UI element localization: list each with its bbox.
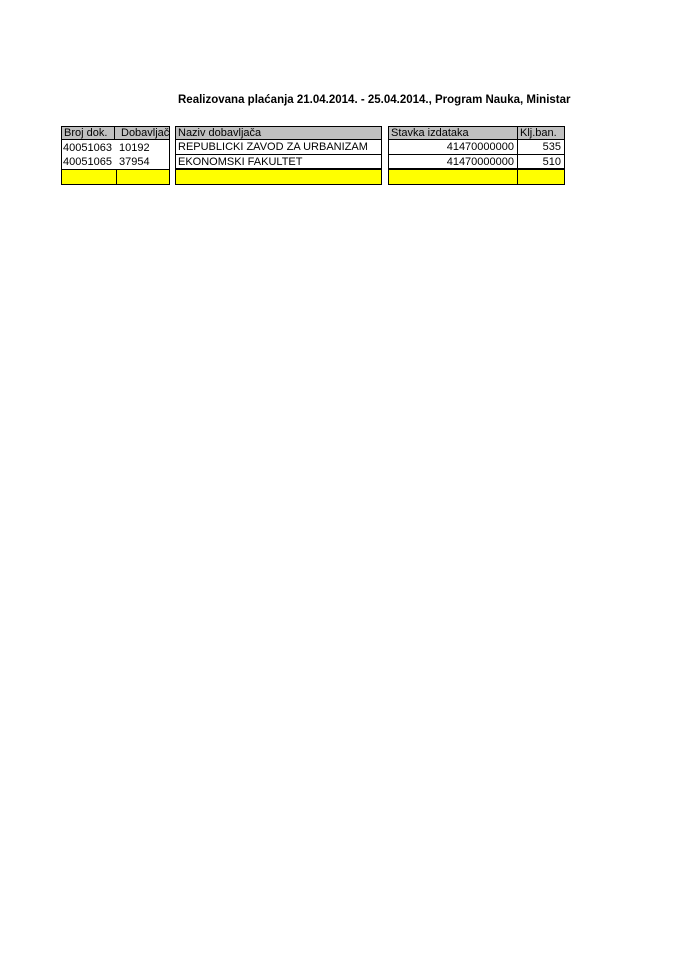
cell-klj-ban: 535 xyxy=(518,140,565,155)
cell-broj-dok: 40051065 xyxy=(63,156,112,168)
cell-naziv-dobavljaca: EKONOMSKI FAKULTET xyxy=(175,155,382,169)
highlight-cell-broj-dok xyxy=(61,169,117,185)
cell-broj-dok: 40051063 xyxy=(63,141,112,154)
cell-stavka-izdataka: 41470000000 xyxy=(388,140,518,155)
column-header-stavka-izdataka: Stavka izdataka xyxy=(388,126,518,140)
highlight-cell-naziv-dobavljaca xyxy=(175,169,382,185)
row-1-broj-dok-dobavljac xyxy=(61,140,170,155)
column-header-dobavljac: Dobavljač xyxy=(115,126,170,140)
cell-dobavljac: 37954 xyxy=(119,156,150,168)
cell-stavka-izdataka: 41470000000 xyxy=(388,155,518,169)
column-header-naziv-dobavljaca: Naziv dobavljača xyxy=(175,126,382,140)
column-header-broj-dok: Broj dok. xyxy=(61,126,115,140)
highlight-cell-klj-ban xyxy=(518,169,565,185)
cell-klj-ban: 510 xyxy=(518,155,565,169)
report-title: Realizovana plaćanja 21.04.2014. - 25.04.2014., Program Nauka, Ministar xyxy=(178,94,571,106)
highlight-cell-stavka-izdataka xyxy=(388,169,518,185)
row-2-broj-dok-dobavljac xyxy=(61,155,170,169)
cell-naziv-dobavljaca: REPUBLICKI ZAVOD ZA URBANIZAM xyxy=(175,140,382,155)
column-header-klj-ban: Klj.ban. xyxy=(518,126,565,140)
highlight-cell-dobavljac xyxy=(117,169,170,185)
cell-dobavljac: 10192 xyxy=(119,141,150,154)
